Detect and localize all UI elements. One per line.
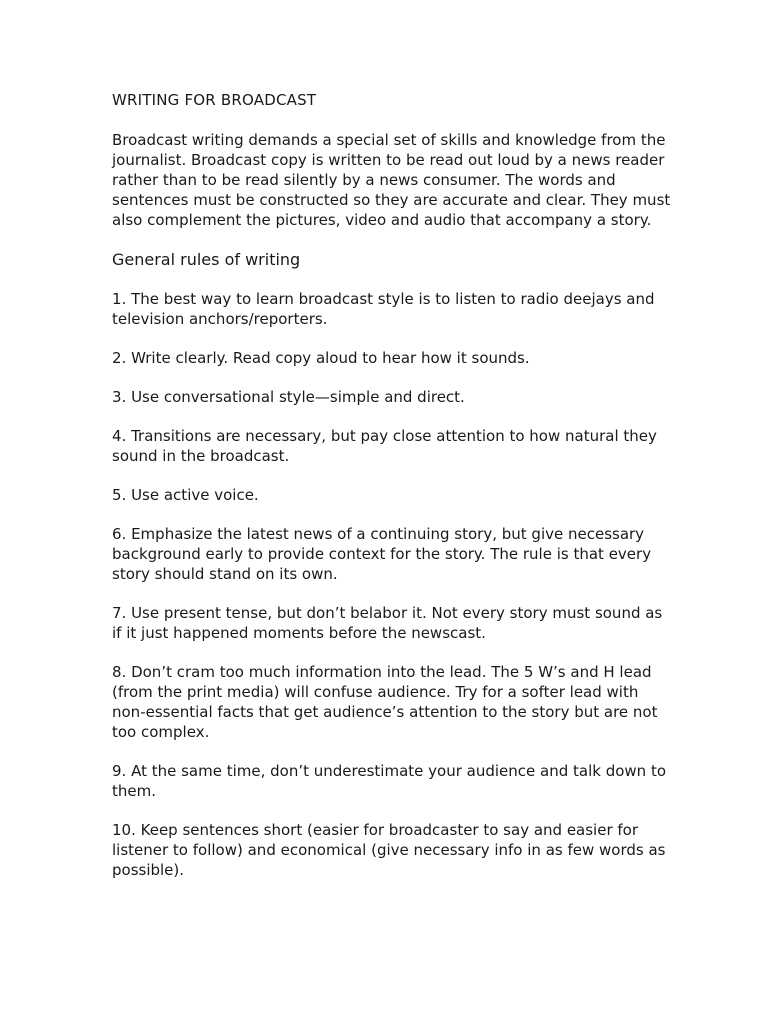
rule-item-2: 2. Write clearly. Read copy aloud to hear how it sounds. [112,349,530,367]
rule-item-10: 10. Keep sentences short (easier for broadcaster to say and easier for listener to follow) and economical (give necessary info in as few words as possible). [112,821,666,879]
rule-item-5: 5. Use active voice. [112,486,259,504]
document-page [112,90,672,899]
document-title: WRITING FOR BROADCAST [112,91,317,109]
intro-paragraph: Broadcast writing demands a special set of skills and knowledge from the journalist. Broadcast copy is written to be read out loud by a news reader rather than to be read silently by a news consumer. The words and sentences must be constructed so they are accurate and clear. They must also complement the pictures, video and audio that accompany a story. [112,131,671,229]
rule-item-3: 3. Use conversational style—simple and direct. [112,388,465,406]
rules-list [112,289,672,880]
section-heading: General rules of writing [112,250,301,269]
rule-item-9: 9. At the same time, don’t underestimate your audience and talk down to them. [112,762,666,800]
rule-item-1: 1. The best way to learn broadcast style is to listen to radio deejays and television anchors/reporters. [112,290,655,328]
rule-item-8: 8. Don’t cram too much information into the lead. The 5 W’s and H lead (from the print media) will confuse audience. Try for a softer lead with non-essential facts that get audience’s attention to the story but are not too complex. [112,663,658,741]
rule-item-7: 7. Use present tense, but don’t belabor it. Not every story must sound as if it just happened moments before the newscast. [112,604,663,642]
rule-item-6: 6. Emphasize the latest news of a continuing story, but give necessary background early to provide context for the story. The rule is that every story should stand on its own. [112,525,652,583]
rule-item-4: 4. Transitions are necessary, but pay close attention to how natural they sound in the broadcast. [112,427,657,465]
